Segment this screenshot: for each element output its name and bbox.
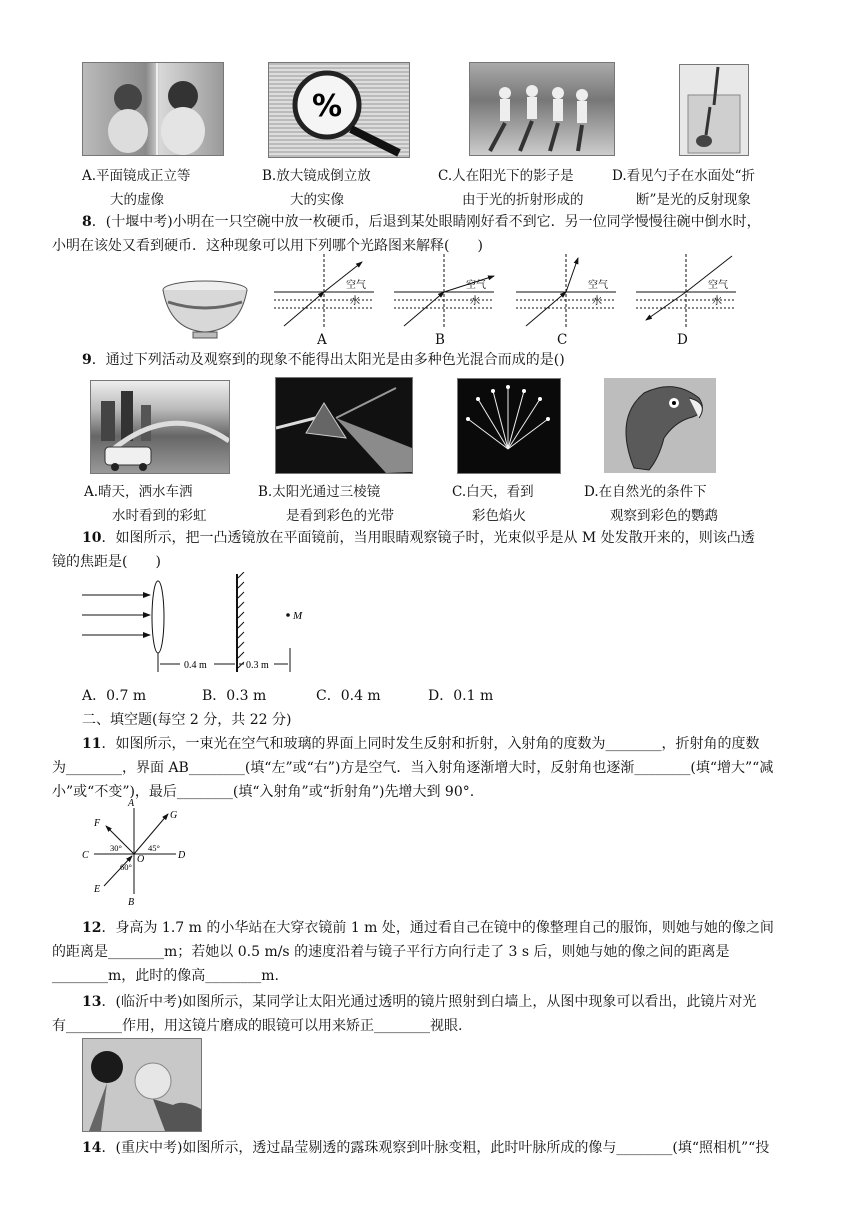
q8-option-b-label: B xyxy=(435,332,445,348)
q7-option-c xyxy=(438,166,574,186)
q9-option-a-line1: A.晴天，洒水车洒 xyxy=(84,484,193,500)
q7-option-b-2 xyxy=(290,190,344,210)
point-m-label: M xyxy=(293,610,303,622)
q11-number: 11 xyxy=(82,736,102,752)
label-a: A xyxy=(128,798,135,809)
q8-diagram-d xyxy=(636,254,736,328)
q8-text2: 小明在该处又看到硬币．这种现象可以用下列哪个光路图来解释( ) xyxy=(52,238,483,254)
q10-line2 xyxy=(52,552,161,572)
q10-text2: 镜的焦距是( ) xyxy=(52,554,161,570)
q9-option-b-line2: 是看到彩色的光带 xyxy=(286,508,394,524)
q11-text3: 小”或“不变”)，最后________(填“入射角”或“折射角”)先增大到 90°. xyxy=(52,784,475,800)
q7-option-a-2 xyxy=(110,190,164,210)
q8-option-b xyxy=(435,330,445,350)
q7-option-d-2 xyxy=(636,190,751,210)
q9-text1: ．通过下列活动及观察到的现象不能得出太阳光是由多种色光混合而成的是() xyxy=(91,352,565,368)
label-e: E xyxy=(94,884,101,895)
q8-option-a xyxy=(317,330,327,350)
q7-option-c-2 xyxy=(462,190,584,210)
distance-03-label: 0.3 m xyxy=(246,660,269,671)
water-label: 水 xyxy=(712,296,722,307)
prism-spectrum-photo xyxy=(275,377,413,474)
water-label: 水 xyxy=(592,296,602,307)
reflection-refraction-diagram xyxy=(80,796,200,906)
q10-option-c-label: C．0.4 m xyxy=(316,688,381,704)
q9-option-a-2 xyxy=(112,506,207,526)
label-o: O xyxy=(137,854,145,865)
q8-option-d xyxy=(677,330,688,350)
q8-text1: ．(十堰中考)小明在一只空碗中放一枚硬币，后退到某处眼睛刚好看不到它．另一位同学慢慢往碗中倒水时， xyxy=(91,214,761,230)
q12-number: 12 xyxy=(82,920,102,936)
air-label: 空气 xyxy=(708,280,728,291)
label-f: F xyxy=(94,818,101,829)
q9-number: 9 xyxy=(82,352,92,368)
babies-mirror-photo xyxy=(82,62,224,156)
q8-option-c-label: C xyxy=(557,332,568,348)
q9-option-d xyxy=(584,482,707,502)
rainbow-street-photo xyxy=(90,380,230,474)
q9-option-d-2 xyxy=(610,506,718,526)
q8-line1 xyxy=(82,212,761,232)
q13-number: 13 xyxy=(82,994,102,1010)
q10-option-b-label: B．0.3 m xyxy=(202,688,267,704)
q10-option-b xyxy=(202,686,266,706)
q13-text2: 有________作用，用这镜片磨成的眼镜可以用来矫正________视眼. xyxy=(52,1018,463,1034)
q14-text1: ．(重庆中考)如图所示，透过晶莹剔透的露珠观察到叶脉变粗，此时叶脉所成的像与________(填“照相机”“投 xyxy=(101,1140,770,1156)
label-g: G xyxy=(170,810,178,821)
q9-option-a xyxy=(84,482,193,502)
q10-option-d-label: D．0.1 m xyxy=(428,688,494,704)
q10-number: 10 xyxy=(82,530,102,546)
q8-option-a-label: A xyxy=(317,332,327,348)
air-label: 空气 xyxy=(588,280,608,291)
q9-option-b xyxy=(258,482,380,502)
q7-option-d-line1: D.看见勺子在水面处“折 xyxy=(612,168,756,184)
svg-text:%: % xyxy=(311,89,343,124)
q7-option-b-line1: B.放大镜成倒立放 xyxy=(262,168,371,184)
q12-text1: ．身高为 1.7 m 的小华站在大穿衣镜前 1 m 处，通过看自己在镜中的像整理自己的服饰，则她与她的像之间 xyxy=(101,920,774,936)
q11-text1: ．如图所示，一束光在空气和玻璃的界面上同时发生反射和折射，入射角的度数为________，折射角的度数 xyxy=(101,736,760,752)
q7-option-a-line2: 大的虚像 xyxy=(110,192,164,208)
bowl-image xyxy=(160,278,250,340)
q10-option-c xyxy=(316,686,381,706)
q8-light-path-diagrams xyxy=(270,250,750,332)
q7-option-a xyxy=(82,166,191,186)
magnifier-percent-image xyxy=(268,62,410,158)
q14-line1 xyxy=(82,1138,769,1158)
air-label: 空气 xyxy=(346,280,366,291)
kids-shadow-photo xyxy=(469,62,615,156)
q9-option-c-line2: 彩色焰火 xyxy=(472,508,526,524)
q9-option-c-2 xyxy=(472,506,526,526)
q8-option-d-label: D xyxy=(677,332,688,348)
q9-line1 xyxy=(82,350,565,370)
air-label: 空气 xyxy=(466,280,486,291)
q13-line2 xyxy=(52,1016,462,1036)
distance-04-label: 0.4 m xyxy=(184,660,207,671)
q9-option-c xyxy=(452,482,534,502)
q9-option-d-line2: 观察到彩色的鹦鹉 xyxy=(610,508,718,524)
q8-diagram-a xyxy=(274,254,374,328)
q12-text3: ________m，此时的像高________m. xyxy=(52,968,280,984)
q12-line1 xyxy=(82,918,774,938)
q9-option-b-2 xyxy=(286,506,394,526)
q9-option-a-line2: 水时看到的彩虹 xyxy=(112,508,207,524)
label-b: B xyxy=(128,897,135,906)
q10-option-a xyxy=(82,686,146,706)
q14-number: 14 xyxy=(82,1140,102,1156)
q13-line1 xyxy=(82,992,756,1012)
q7-option-b-line2: 大的实像 xyxy=(290,192,344,208)
angle-60-label: 60° xyxy=(120,862,132,872)
water-label: 水 xyxy=(350,296,360,307)
q7-option-c-line2: 由于光的折射形成的 xyxy=(462,192,584,208)
label-d: D xyxy=(178,850,186,861)
q7-option-d xyxy=(612,166,755,186)
label-c: C xyxy=(82,850,89,861)
q10-option-a-label: A．0.7 m xyxy=(82,688,147,704)
q7-option-c-line1: C.人在阳光下的影子是 xyxy=(438,168,574,184)
lens-mirror-diagram xyxy=(80,572,320,674)
q9-option-d-line1: D.在自然光的条件下 xyxy=(584,484,707,500)
q10-text1: ．如图所示，把一凸透镜放在平面镜前，当用眼睛观察镜子时，光束似乎是从 M 处发散开来的，则该凸透 xyxy=(101,530,755,546)
q12-line3 xyxy=(52,966,279,986)
q7-option-b xyxy=(262,166,371,186)
q10-line1 xyxy=(82,528,755,548)
section-fill-blank-heading xyxy=(82,710,291,730)
lens-on-wall-photo xyxy=(82,1038,202,1132)
q11-text2: 为________，界面 AB________(填“左”或“右”)方是空气．当入射角逐渐增大时，反射角也逐渐________(填“增大”“减 xyxy=(52,760,774,776)
parrot-image xyxy=(604,378,716,473)
angle-45-label: 45° xyxy=(148,843,160,853)
q7-option-a-line1: A.平面镜成正立等 xyxy=(82,168,191,184)
q7-option-d-line2: 断”是光的反射现象 xyxy=(636,192,751,208)
section-heading-text: 二、填空题(每空 2 分，共 22 分) xyxy=(82,712,292,728)
q8-number: 8 xyxy=(82,214,92,230)
q11-line1 xyxy=(82,734,759,754)
q10-option-d xyxy=(428,686,493,706)
q13-text1: ．(临沂中考)如图所示，某同学让太阳光通过透明的镜片照射到白墙上，从图中现象可以看出，此镜片对光 xyxy=(101,994,757,1010)
q8-option-c xyxy=(557,330,567,350)
q8-diagram-c xyxy=(516,254,616,328)
q12-text2: 的距离是________m；若她以 0.5 m/s 的速度沿着与镜子平行方向行走了 3 s 后，则她与她的像之间的距离是 xyxy=(52,944,730,960)
angle-30-label: 30° xyxy=(110,843,122,853)
q9-option-b-line1: B.太阳光通过三棱镜 xyxy=(258,484,381,500)
q9-option-c-line1: C.白天，看到 xyxy=(452,484,534,500)
fireworks-photo xyxy=(457,378,561,474)
q11-line2 xyxy=(52,758,773,778)
spoon-in-glass-photo xyxy=(679,64,749,156)
q8-diagram-b xyxy=(394,254,494,328)
water-label: 水 xyxy=(470,296,480,307)
q12-line2 xyxy=(52,942,730,962)
